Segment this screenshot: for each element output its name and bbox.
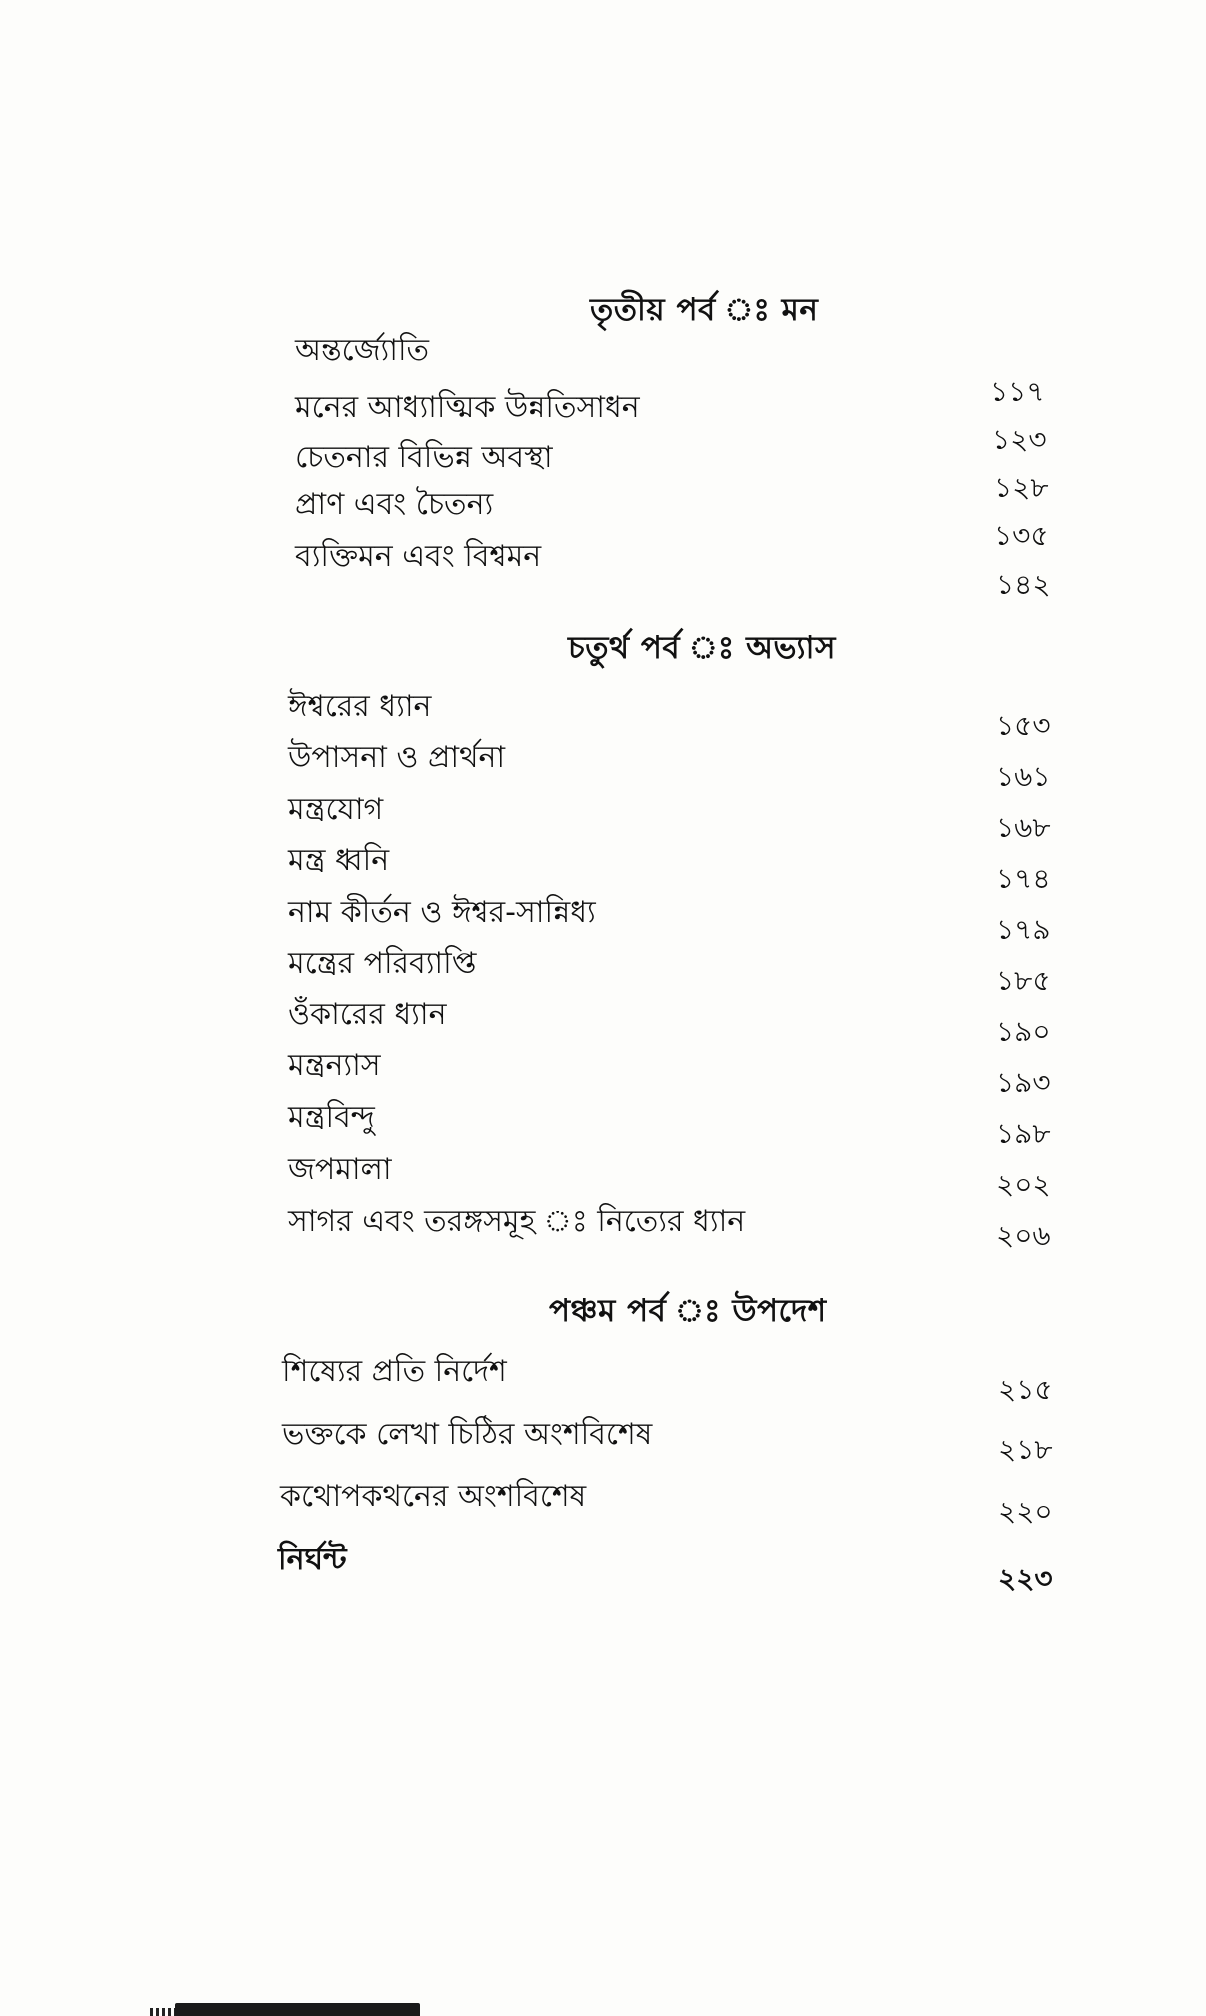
toc-entry-title: মনের আধ্যাত্মিক উন্নতিসাধন <box>295 390 640 425</box>
toc-entry-title: ব্যক্তিমন এবং বিশ্বমন <box>295 539 542 574</box>
toc-entry-title: অন্তর্জ্যোতি <box>295 333 430 368</box>
toc-entry-page: ১৮৫ <box>996 964 1051 997</box>
toc-entry-page: ১৪২ <box>996 568 1051 601</box>
toc-entry-page: ১১৭ <box>990 375 1045 408</box>
toc-entry-title: সাগর এবং তরঙ্গসমূহ ঃ নিত্যের ধ্যান <box>288 1204 746 1239</box>
toc-entry-page: ১৭৯ <box>996 913 1051 946</box>
toc-entry-title: শিষ্যের প্রতি নির্দেশ <box>282 1354 507 1389</box>
part-3-heading: তৃতীয় পর্ব ঃ মন <box>590 292 819 328</box>
toc-entry-title: উপাসনা ও প্রার্থনা <box>288 740 506 775</box>
page-edge-bar <box>175 2003 420 2016</box>
toc-entry-title: মন্ত্রের পরিব্যাপ্তি <box>288 946 477 981</box>
toc-entry-page: ২০৬ <box>996 1219 1051 1252</box>
toc-entry-page: ১৬১ <box>996 760 1051 793</box>
toc-entry-page: ১৫৩ <box>996 709 1051 742</box>
part-5-heading: পঞ্চম পর্ব ঃ উপদেশ <box>549 1293 827 1329</box>
toc-entry-page: ১৭৪ <box>996 862 1051 895</box>
toc-entry-title: ওঁকারের ধ্যান <box>288 997 447 1032</box>
toc-entry-page: ১২৮ <box>994 471 1049 504</box>
index-title: নির্ঘন্ট <box>278 1542 347 1577</box>
index-page: ২২৩ <box>998 1562 1053 1595</box>
toc-entry-title: প্রাণ এবং চৈতন্য <box>295 487 494 522</box>
toc-entry-title: মন্ত্রযোগ <box>288 792 384 827</box>
toc-entry-title: মন্ত্র ধ্বনি <box>288 843 390 878</box>
toc-entry-page: ২০২ <box>996 1168 1051 1201</box>
toc-entry-title: ঈশ্বরের ধ্যান <box>288 689 432 724</box>
toc-entry-page: ১৯৮ <box>996 1117 1051 1150</box>
toc-entry-page: ১৬৮ <box>996 811 1051 844</box>
page-edge-mark <box>150 2008 176 2016</box>
toc-entry-title: নাম কীর্তন ও ঈশ্বর-সান্নিধ্য <box>288 895 596 930</box>
toc-entry-title: চেতনার বিভিন্ন অবস্থা <box>295 440 553 475</box>
toc-entry-title: মন্ত্রন্যাস <box>288 1048 381 1083</box>
toc-entry-title: জপমালা <box>288 1152 392 1187</box>
part-4-heading: চতুর্থ পর্ব ঃ অভ্যাস <box>568 630 836 666</box>
toc-entry-title: মন্ত্রবিন্দু <box>288 1100 375 1135</box>
toc-entry-page: ২১৮ <box>998 1433 1053 1466</box>
toc-entry-page: ২১৫ <box>998 1373 1053 1406</box>
toc-entry-page: ১৯৩ <box>996 1066 1051 1099</box>
toc-entry-title: ভক্তকে লেখা চিঠির অংশবিশেষ <box>282 1417 653 1452</box>
toc-entry-page: ১৯০ <box>996 1015 1051 1048</box>
toc-entry-page: ১২৩ <box>992 423 1047 456</box>
toc-entry-title: কথোপকথনের অংশবিশেষ <box>280 1479 587 1514</box>
toc-entry-page: ১৩৫ <box>994 519 1049 552</box>
toc-entry-page: ২২০ <box>998 1495 1053 1528</box>
